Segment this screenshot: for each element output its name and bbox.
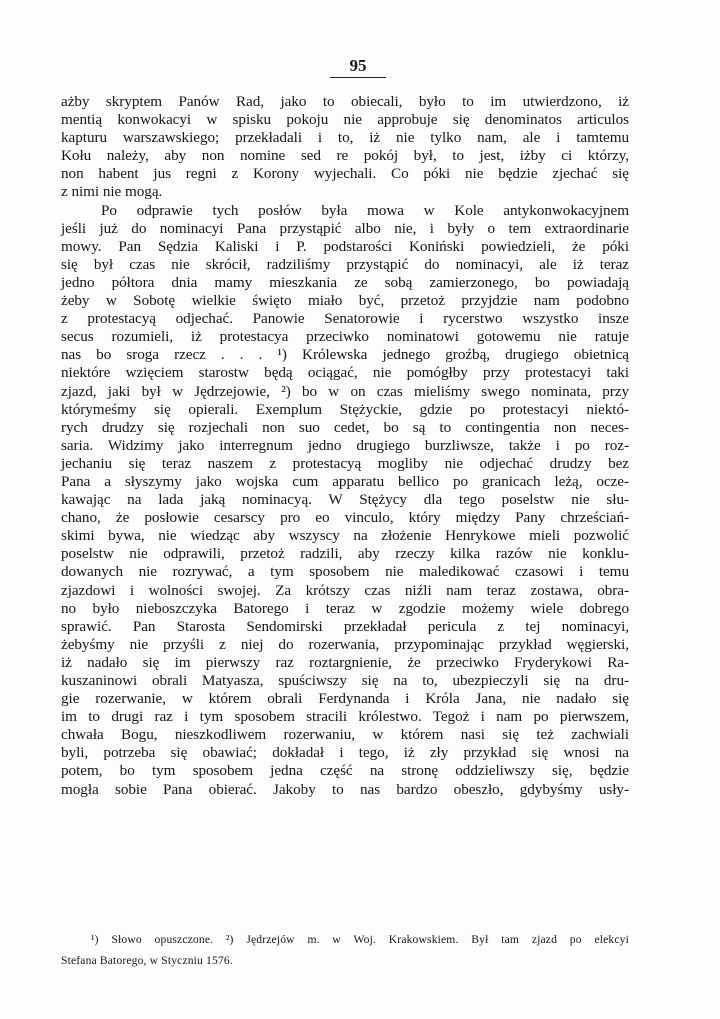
text-line: mogła sobie Pana obierać. Jakoby to nas bardzo obeszło, gdybyśmy usły- [61,780,629,798]
text-line: no było nieboszczyka Batorego i teraz w zgodzie możemy wiele dobrego [61,599,629,617]
text-line: kawając na lada jaką nominacyą. W Stężycy dla tego poselstw nie słu- [61,491,629,509]
text-line: kuszaninowi obrali Matyasza, spuściwszy się na to, ubezpieczyli się na dru- [61,672,629,689]
text-line: niektóre wzięciem starostw będą ociągać, nie pomógłby przy protestacyi taki [61,364,629,382]
text-line: non habent jus regni z Korony wyjechali. Co póki nie będzie zjechać się [61,165,629,183]
text-line: kapturu warszawskiego; przekładali i to, iż nie tylko nam, ale i tamtemu [61,129,629,147]
text-line: jedno półtora dnia mamy mieszkania ze sobą zamierzonego, bo powiadają [61,273,629,291]
page-number: 95 [330,56,386,78]
paragraph-1 [61,93,629,202]
text-line: potem, bo tym sposobem jedna część na stronę oddzieliwszy się, będzie [61,762,629,780]
text-line: jeśli już do nominacyi Pana przystąpić albo nie, i były o tem extraordinarie [61,219,629,237]
text-line: Pana a słyszymy jako wojska cum apparatu bellico po granicach leżą, ocze- [61,472,629,490]
text-line: się był czas nie skrócił, radziliśmy przystąpić do nominacyi, ale iż teraz [61,255,629,273]
text-line: jechaniu się teraz naszem z protestacyą mogliby nie odjechać drudzy bez [61,454,629,472]
text-line: sprawić. Pan Starosta Sendomirski przekładał pericula z tej nominacyi, [61,617,629,635]
text-line: żeby w Sobotę wielkie święto miało być, przetoż przyjdzie nam podobno [61,292,629,310]
text-line: ażby skryptem Panów Rad, jako to obiecali, było to im utwierdzono, iż [61,93,629,110]
text-line: zjazdowi i wolności swojej. Za krótszy czas niźli nam teraz zostawa, obra- [61,581,629,599]
footnote-line: Stefana Batorego, w Styczniu 1576. [61,954,233,967]
body-text [61,93,629,799]
text-line: secus rozumieli, iż protestacya przeciwko nominatowi gotowemu nie ratuje [61,328,629,346]
text-line: chano, że posłowie cesarscy pro eo vinculo, który między Pany chrześciań- [61,509,629,527]
text-line: saria. Widzimy jako interregnum jedno drugiego burzliwsze, także i po roz- [61,436,629,454]
text-line: iż nadało się im pierwszy raz roztargnienie, że przeciwko Fryderykowi Ra- [61,653,629,671]
paragraph-2 [61,202,629,799]
text-line: im to drugi raz i tym sposobem stracili królestwo. Tegoż i nam po pierwszem, [61,708,629,726]
footnotes [61,929,629,971]
text-line: gie rozerwanie, w którem obrali Ferdynanda i Króla Jana, nie nadało się [61,690,629,708]
text-line: chwała Bogu, nieszkodliwem rozerwaniu, w którem nasi się też zachwiali [61,726,629,744]
footnote-line: ¹) Słowo opuszczone. ²) Jędrzejów m. w Woj. Krakowskiem. Był tam zjazd po elekcyi [91,933,629,946]
text-line: Po odprawie tych posłów była mowa w Kole antykonwokacyjnem [101,201,629,219]
text-line: żebyśmy nie przyśli z niej do rozerwania, przypominając przykład węgierski, [61,635,629,653]
text-line: nas bo sroga rzecz . . . ¹) Królewska jednego groźbą, drugiego obietnicą [61,346,629,364]
text-line: z protestacyą odjechać. Panowie Senatorowie i rycerstwo wszystko insze [61,310,629,328]
text-line: skimi bywa, nie wiedząc aby wszyscy na złożenie Henrykowe mieli pozwolić [61,527,629,545]
text-line: z nimi nie mogą. [61,183,163,201]
text-line: rych drudzy się rozjechali non suo cedet, bo są to contingentia non neces- [61,418,629,436]
text-line: którymeśmy się opierali. Exemplum Stężyckie, gdzie po protestacyi niektó- [61,400,629,418]
text-line: Kołu należy, aby non nomine sed re pokój był, to jest, iżby ci którzy, [61,147,629,165]
text-line: byli, potrzeba się obawiać; dokładał i tego, iż zły przykład się wnosi na [61,744,629,762]
text-line: poselstw nie odprawili, przetoż radzili, aby rzeczy kilka razów nie konklu- [61,545,629,563]
text-line: zjazd, jaki był w Jędrzejowie, ²) bo w on czas mieliśmy swego nominata, przy [61,382,629,400]
text-line: mentią konwokacyi w spisku pokoju nie approbuje się denominatos articulos [61,111,629,129]
text-line: dowanych nie rozrywać, a tym sposobem nie maledikować czasowi i temu [61,563,629,581]
text-line: mowy. Pan Sędzia Kaliski i P. podstarości Koniński powiedzieli, że póki [61,237,629,255]
